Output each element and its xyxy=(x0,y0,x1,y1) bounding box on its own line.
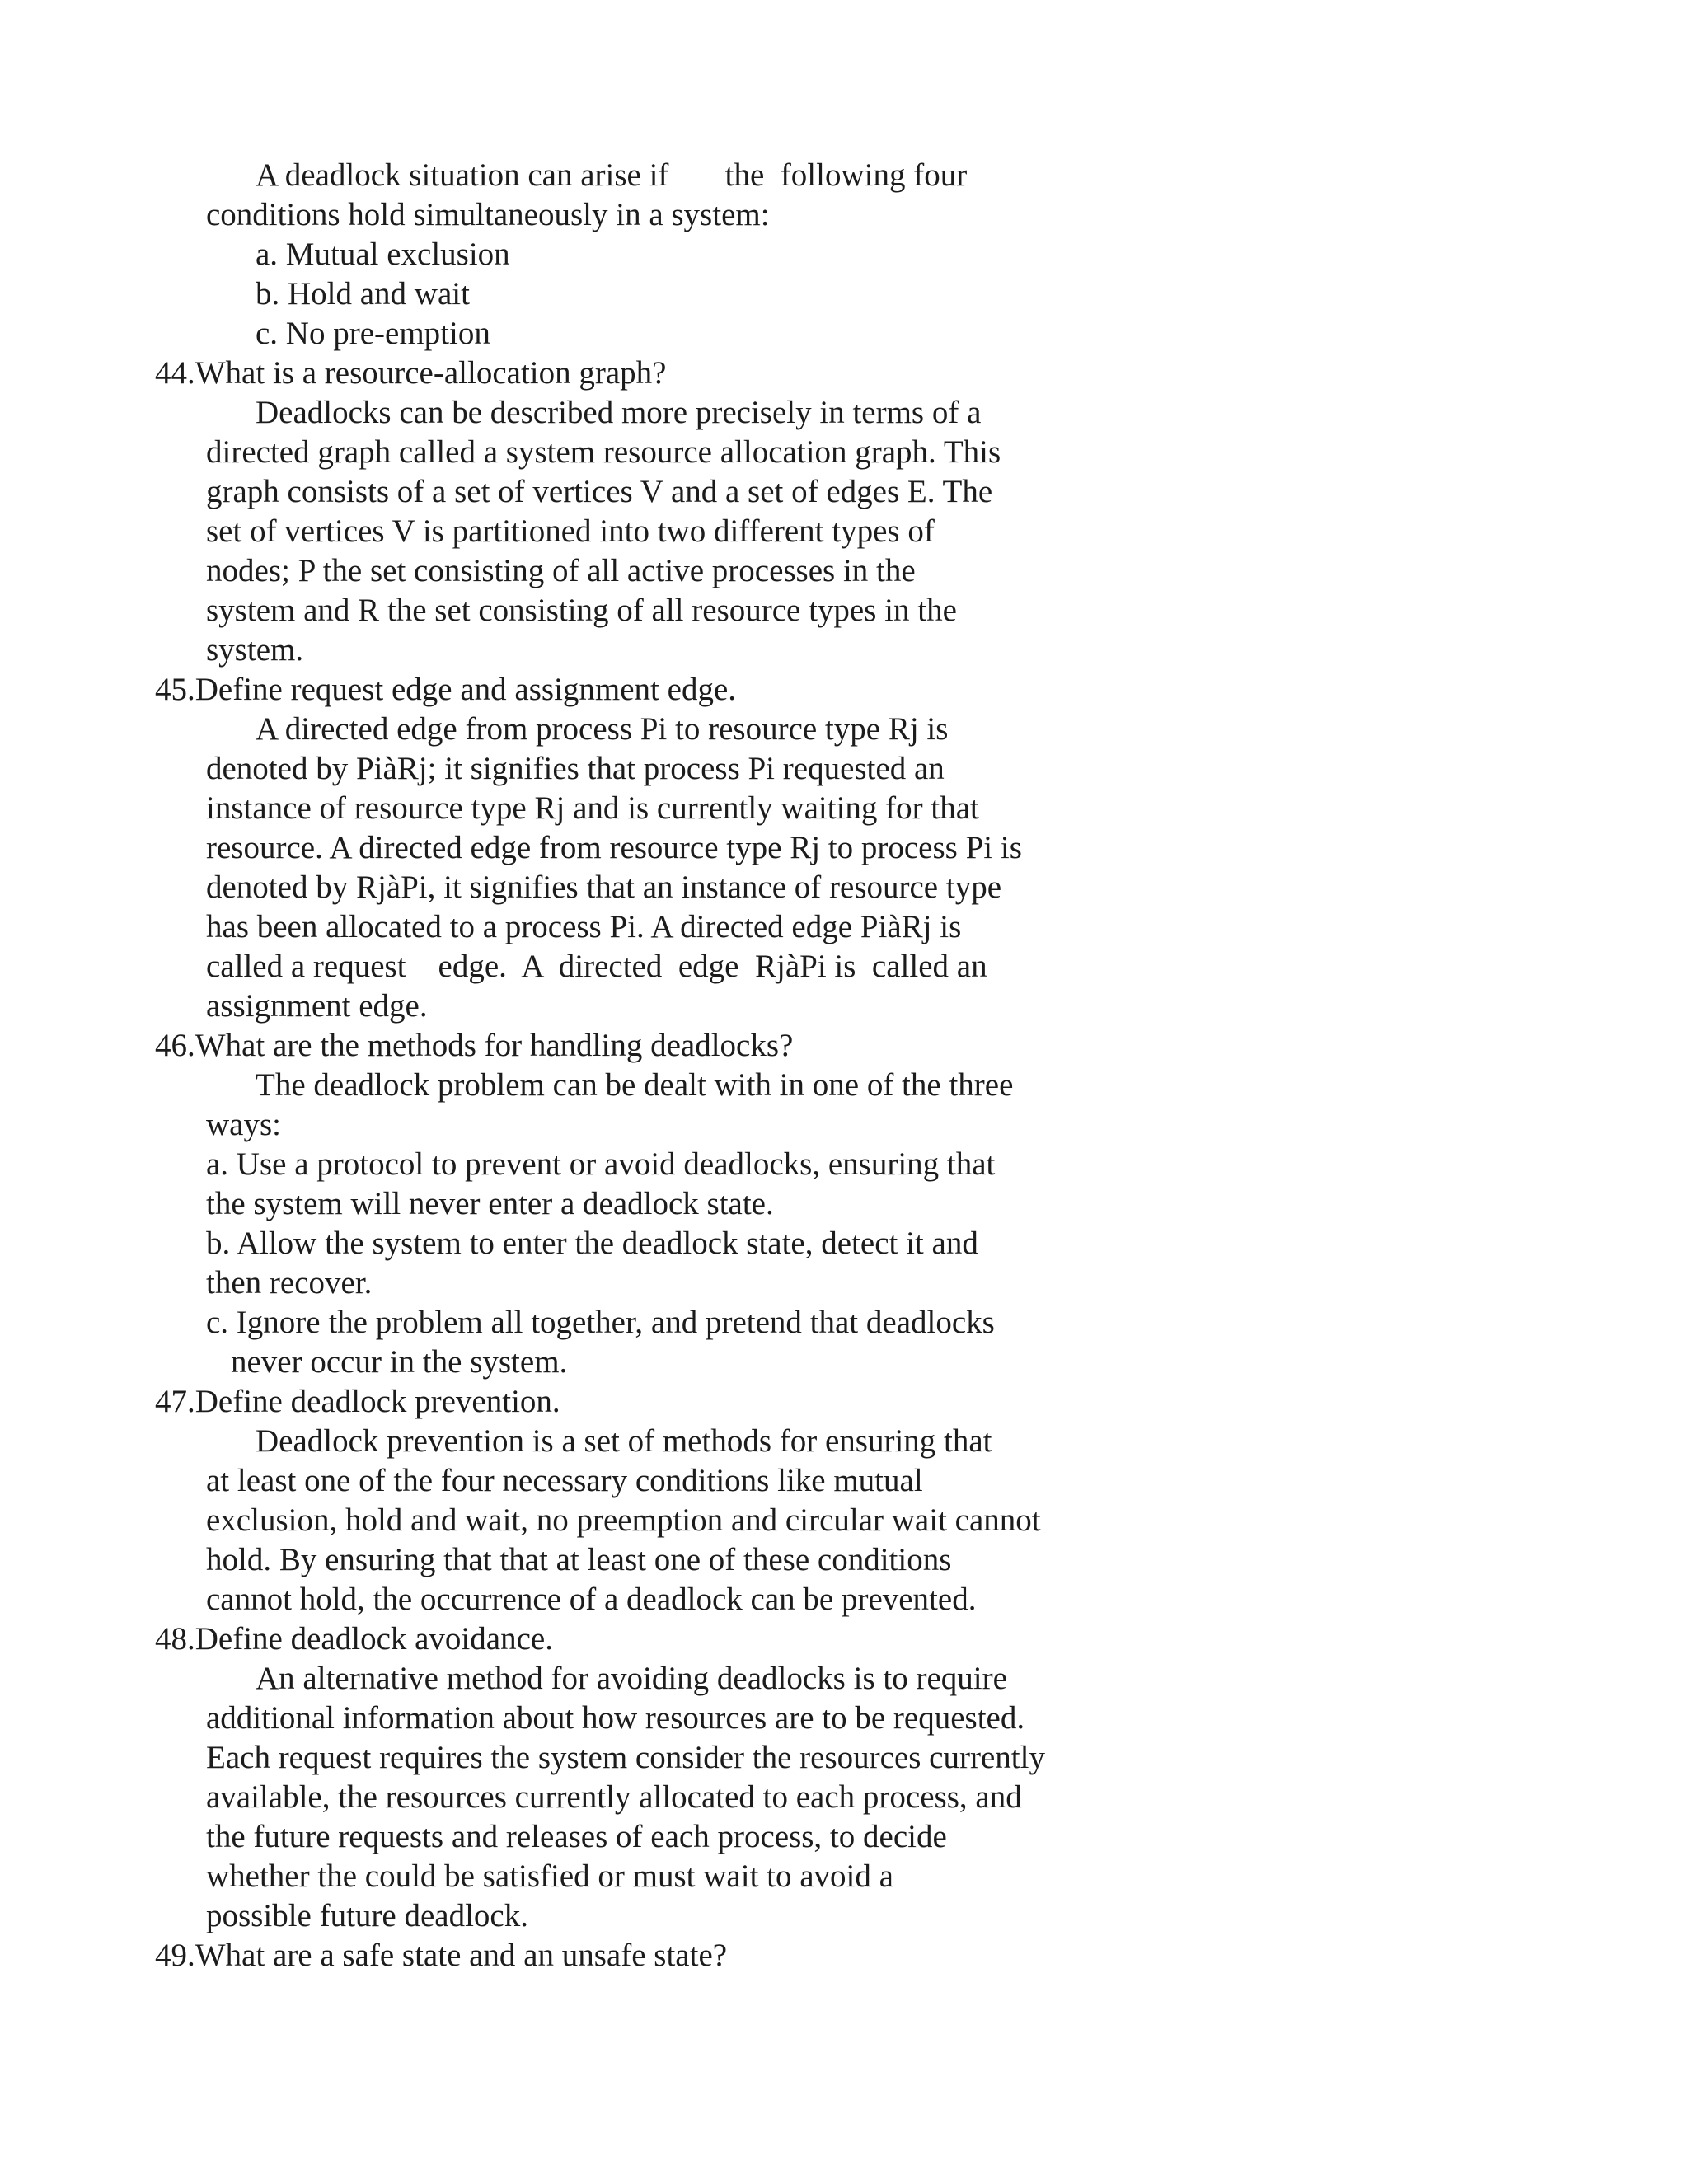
text-line: system. xyxy=(206,632,304,668)
text-line: nodes; P the set consisting of all active processes in the xyxy=(206,553,916,588)
text-line: possible future deadlock. xyxy=(206,1898,528,1933)
question-heading: 47.Define deadlock prevention. xyxy=(155,1384,560,1419)
list-item: b. Allow the system to enter the deadlock state, detect it and xyxy=(206,1226,978,1261)
text-line: then recover. xyxy=(206,1265,373,1301)
question-heading: 45.Define request edge and assignment edge. xyxy=(155,672,737,707)
text-line: The deadlock problem can be dealt with in one of the three xyxy=(256,1067,1014,1103)
text-line: has been allocated to a process Pi. A directed edge PiàRj is xyxy=(206,909,962,944)
list-item: b. Hold and wait xyxy=(256,276,470,312)
text-line: set of vertices V is partitioned into two different types of xyxy=(206,513,935,549)
text-line: called a request edge. A directed edge RjàPi is called an xyxy=(206,949,987,984)
text-line: cannot hold, the occurrence of a deadlock can be prevented. xyxy=(206,1582,977,1617)
text-line: system and R the set consisting of all resource types in the xyxy=(206,593,957,628)
text-line: additional information about how resources are to be requested. xyxy=(206,1700,1025,1736)
list-item: c. Ignore the problem all together, and pretend that deadlocks xyxy=(206,1305,995,1340)
text-line: never occur in the system. xyxy=(231,1344,568,1380)
list-item: a. Use a protocol to prevent or avoid deadlocks, ensuring that xyxy=(206,1146,996,1182)
text-line: A directed edge from process Pi to resource type Rj is xyxy=(256,711,949,747)
text-line: An alternative method for avoiding deadlocks is to require xyxy=(256,1661,1007,1696)
list-item: a. Mutual exclusion xyxy=(256,237,510,272)
text-line: Each request requires the system consider the resources currently xyxy=(206,1740,1045,1775)
question-heading: 49.What are a safe state and an unsafe state? xyxy=(155,1938,728,1973)
text-line: available, the resources currently allocated to each process, and xyxy=(206,1779,1022,1815)
question-heading: 48.Define deadlock avoidance. xyxy=(155,1621,553,1657)
text-line: ways: xyxy=(206,1107,281,1142)
text-line: Deadlock prevention is a set of methods for ensuring that xyxy=(256,1423,992,1459)
text-line: Deadlocks can be described more precisely in terms of a xyxy=(256,395,982,430)
text-line: graph consists of a set of vertices V and a set of edges E. The xyxy=(206,474,993,509)
text-line: assignment edge. xyxy=(206,988,428,1024)
text-line: the system will never enter a deadlock state. xyxy=(206,1186,774,1221)
text-line: instance of resource type Rj and is currently waiting for that xyxy=(206,790,979,826)
text-line: at least one of the four necessary conditions like mutual xyxy=(206,1463,923,1498)
question-heading: 44.What is a resource-allocation graph? xyxy=(155,355,667,391)
list-item: c. No pre-emption xyxy=(256,316,490,351)
text-line: denoted by PiàRj; it signifies that process Pi requested an xyxy=(206,751,945,786)
text-line: A deadlock situation can arise if the following four xyxy=(256,157,968,193)
text-line: denoted by RjàPi, it signifies that an instance of resource type xyxy=(206,869,1002,905)
question-heading: 46.What are the methods for handling deadlocks? xyxy=(155,1028,794,1063)
text-line: the future requests and releases of each process, to decide xyxy=(206,1819,947,1854)
text-line: exclusion, hold and wait, no preemption and circular wait cannot xyxy=(206,1502,1041,1538)
text-line: hold. By ensuring that that at least one of these conditions xyxy=(206,1542,952,1577)
text-line: directed graph called a system resource allocation graph. This xyxy=(206,434,1001,470)
text-line: whether the could be satisfied or must wait to avoid a xyxy=(206,1858,893,1894)
text-line: resource. A directed edge from resource type Rj to process Pi is xyxy=(206,830,1022,865)
text-line: conditions hold simultaneously in a system: xyxy=(206,197,770,232)
